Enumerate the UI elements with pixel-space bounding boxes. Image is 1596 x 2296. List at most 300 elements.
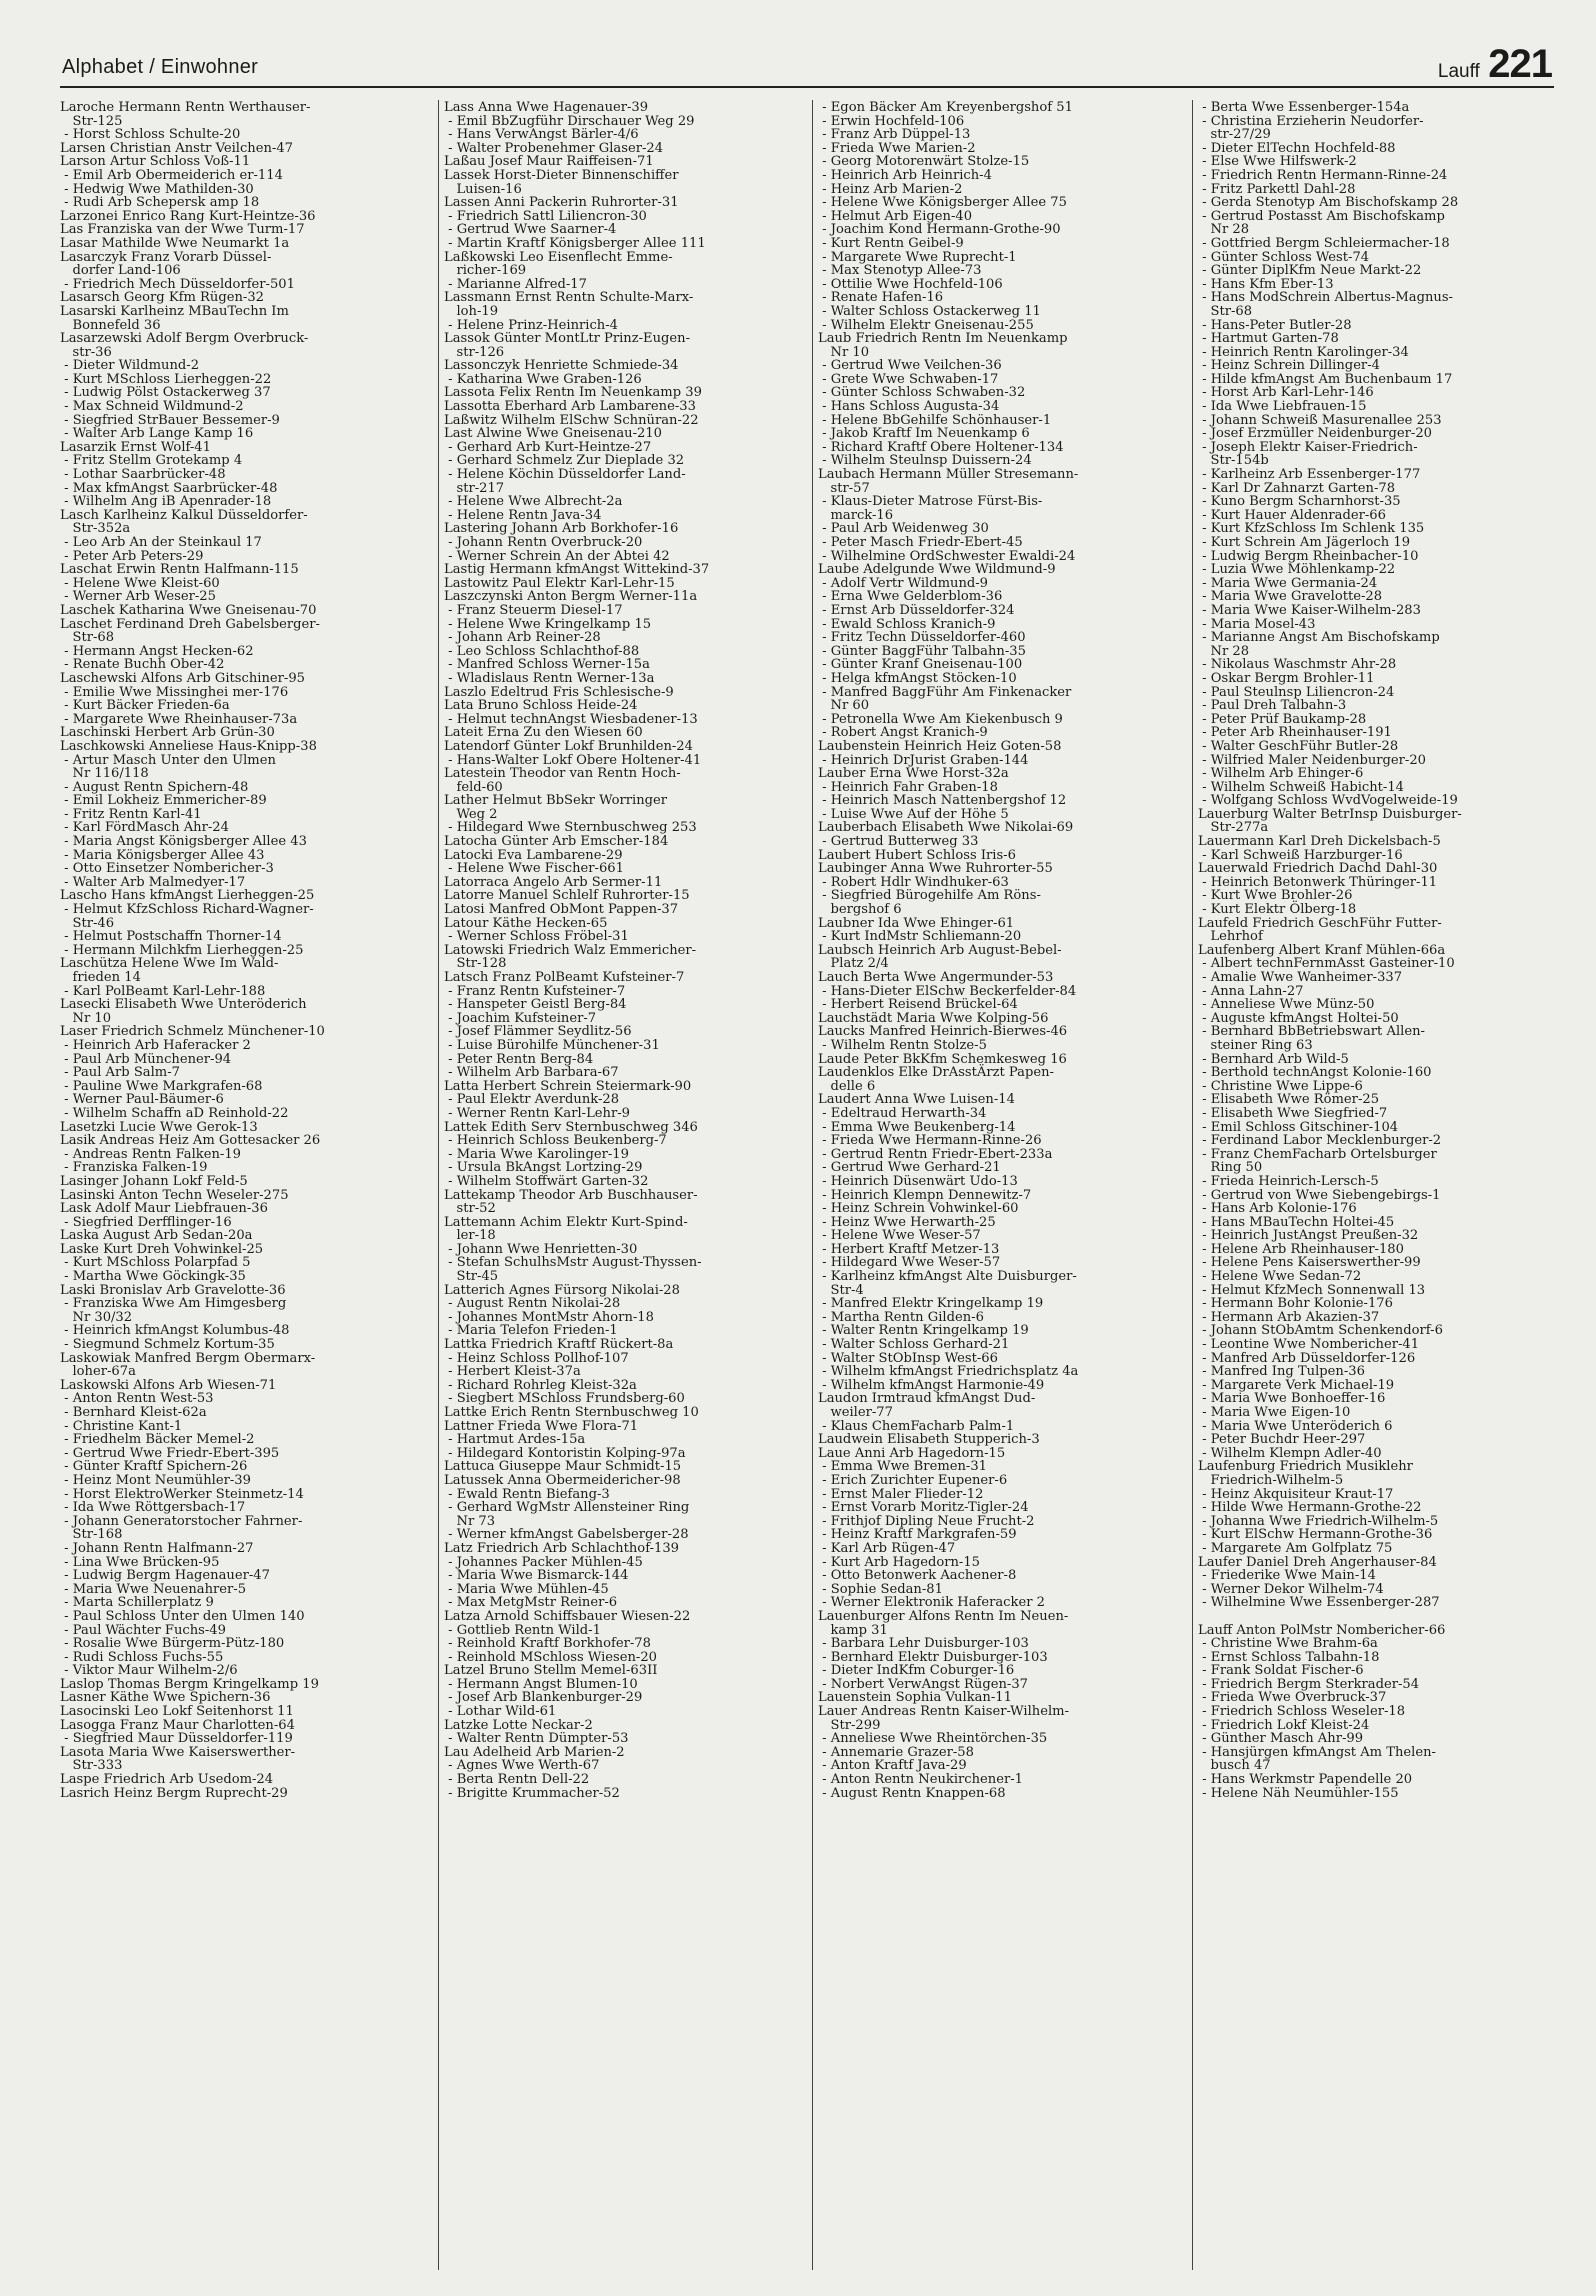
directory-entry: - Hermann Angst Hecken-62 [60, 643, 254, 659]
directory-entry: - Kurt Wwe Brohler-26 [1198, 888, 1353, 904]
directory-entry: - Frank Soldat Fischer-6 [1198, 1663, 1364, 1679]
directory-entry: - Paul Arb Weidenweg 30 [818, 521, 989, 537]
directory-entry: Lauerwald Friedrich Dachd Dahl-30 [1198, 861, 1438, 877]
directory-entry: - Helene Rentn Java-34 [444, 507, 602, 523]
directory-entry: Laubenstein Heinrich Heiz Goten-58 [818, 738, 1062, 754]
directory-entry: - Wilhelm Rentn Stolze-5 [818, 1037, 987, 1053]
directory-entry: Lauenburger Alfons Rentn Im Neuen- kamp 31 [818, 1608, 1069, 1638]
directory-entry: - Kurt KfzSchloss Im Schlenk 135 [1198, 521, 1425, 537]
directory-entry: - Kurt Hauer Aldenrader-66 [1198, 507, 1386, 523]
directory-entry: Lasarzewski Adolf Bergm Overbruck- str-36 [60, 331, 309, 360]
directory-entry: - Helene Wwe Kringelkamp 15 [444, 616, 652, 632]
directory-entry: - Helmut technAngst Wiesbadener-13 [444, 711, 698, 727]
directory-entry: Latzel Bruno Stellm Memel-63II [444, 1663, 658, 1679]
directory-entry: - Kurt ElSchw Hermann-Grothe-36 [1198, 1527, 1433, 1543]
directory-entry: - Heinz Schloss Pollhof-107 [444, 1350, 629, 1366]
directory-entry: Lasogga Franz Maur Charlotten-64 [60, 1717, 295, 1733]
directory-entry: - Hartmut Ardes-15a [444, 1432, 586, 1448]
directory-entry: - Hildegard Kontoristin Kolping-97a [444, 1445, 686, 1461]
directory-entry: - Wilhelmine Wwe Essenberger-287 [1198, 1595, 1440, 1611]
column-divider [1192, 100, 1193, 2270]
directory-entry: - Wilhelm Klempn Adler-40 [1198, 1445, 1382, 1461]
directory-entry: - Ferdinand Labor Mecklenburger-2 [1198, 1133, 1442, 1149]
directory-entry: - Ursula BkAngst Lortzing-29 [444, 1160, 643, 1176]
directory-entry: Lata Bruno Schloss Heide-24 [444, 698, 638, 714]
directory-entry: - Herbert Kraftf Metzer-13 [818, 1241, 1000, 1257]
directory-entry: Laschkowski Anneliese Haus-Knipp-38 [60, 738, 317, 754]
directory-entry: - Franz ChemFacharb Ortelsburger Ring 50 [1202, 1146, 1437, 1176]
directory-entry: Laschinski Herbert Arb Grün-30 [60, 725, 275, 741]
directory-entry: - Robert Angst Kranich-9 [818, 725, 988, 741]
directory-entry: - Johann Wwe Henrietten-30 [444, 1241, 638, 1257]
directory-entry: - Helga kfmAngst Stöcken-10 [818, 670, 1017, 686]
directory-entry: Lasarsch Georg Kfm Rügen-32 [60, 290, 264, 306]
directory-entry: Laubner Ida Wwe Ehinger-61 [818, 915, 1015, 931]
directory-entry: - Karl FördMasch Ahr-24 [60, 820, 229, 836]
directory-entry: - Wilhelm Steulnsp Duissern-24 [818, 453, 1032, 469]
directory-entry: - Heinz Arb Marien-2 [818, 181, 963, 197]
directory-entry: - Bernhard Kleist-62a [60, 1405, 207, 1420]
directory-entry: - Emilie Wwe Missinghei mer-176 [60, 684, 289, 700]
directory-entry: - Norbert VerwAngst Rügen-37 [818, 1676, 1028, 1692]
directory-entry: - Erwin Hochfeld-106 [818, 113, 965, 129]
directory-entry: - Werner Arb Weser-25 [60, 589, 216, 605]
directory-entry: - Werner Schloss Fröbel-31 [444, 929, 629, 945]
directory-entry: - Maria Wwe Kaiser-Wilhelm-283 [1198, 602, 1421, 618]
directory-entry: - Manfred BaggFühr Am Finkenacker Nr 60 [822, 684, 1072, 714]
directory-entry: Larzonei Enrico Rang Kurt-Heintze-36 [60, 208, 316, 224]
directory-entry: Laudwein Elisabeth Stupperich-3 [818, 1432, 1040, 1448]
directory-entry: - Berta Wwe Essenberger-154a [1198, 101, 1410, 115]
directory-entry: - Walter Schloss Ostackerweg 11 [818, 303, 1041, 319]
directory-entry: - Friedrich Rentn Hermann-Rinne-24 [1198, 167, 1448, 183]
directory-entry: - Adolf Vertr Wildmund-9 [818, 575, 989, 591]
directory-entry: - Lina Wwe Brücken-95 [60, 1554, 220, 1570]
directory-entry: - Helmut KfzSchloss Richard-Wagner- Str-46 [64, 902, 314, 931]
directory-entry: Lassok Günter MontLtr Prinz-Eugen- str-126 [444, 331, 691, 360]
directory-entry: Lasar Mathilde Wwe Neumarkt 1a [60, 235, 290, 251]
directory-entry: - Stefan SchulhsMstr August-Thyssen- Str-45 [448, 1255, 702, 1285]
directory-entry: - Elisabeth Wwe Siegfried-7 [1198, 1105, 1388, 1121]
directory-entry: - Peter Prüf Baukamp-28 [1198, 711, 1367, 727]
directory-entry: - Heinrich Düsenwärt Udo-13 [818, 1173, 1018, 1189]
directory-entry: - Margarete Wwe Ruprecht-1 [818, 249, 1017, 265]
directory-entry: - Heinrich Rentn Karolinger-34 [1198, 344, 1409, 360]
directory-entry: Lasik Andreas Heiz Am Gottesacker 26 [60, 1133, 321, 1149]
directory-entry: - Horst ElektroWerker Steinmetz-14 [60, 1486, 304, 1502]
directory-entry: - Heinrich kfmAngst Kolumbus-48 [60, 1323, 290, 1339]
directory-entry: - Werner Paul-Bäumer-6 [60, 1092, 224, 1108]
directory-entry: Laubinger Anna Wwe Ruhrorter-55 [818, 861, 1053, 877]
directory-entry: - Franz Steuerm Diesel-17 [444, 602, 623, 618]
directory-entry: - Walter StObInsp West-66 [818, 1350, 998, 1366]
directory-entry: - Maria Wwe Bonhoeffer-16 [1198, 1391, 1386, 1407]
directory-entry: - Ludwig Pölst Ostackerweg 37 [60, 385, 271, 401]
directory-entry: - Gertrud Butterweg 33 [818, 834, 979, 850]
directory-entry: - Luzia Wwe Möhlenkamp-22 [1198, 562, 1396, 578]
directory-entry: - Ottilie Wwe Hochfeld-106 [818, 276, 1003, 292]
directory-entry: - Heinz Schrein Dillinger-4 [1198, 358, 1380, 374]
directory-entry: - Siegfried StrBauer Bessemer-9 [60, 412, 280, 428]
directory-entry: Laschat Erwin Rentn Halfmann-115 [60, 562, 299, 578]
directory-entry: - Reinhold Kraftf Borkhofer-78 [444, 1636, 651, 1652]
directory-entry: - Karl Schweiß Harzburger-16 [1198, 847, 1403, 863]
directory-entry: - Leontine Wwe Nombericher-41 [1198, 1337, 1420, 1353]
directory-entry: - Dieter ElTechn Hochfeld-88 [1198, 140, 1396, 156]
directory-entry: Laser Friedrich Schmelz Münchener-10 [60, 1024, 325, 1040]
directory-entry: - Helene Köchin Düsseldorfer Land- str-217 [448, 467, 686, 496]
directory-entry: - Gertrud Wwe Friedr-Ebert-395 [60, 1445, 280, 1461]
directory-entry: - Gertrud Rentn Friedr-Ebert-233a [818, 1146, 1053, 1162]
directory-entry: Lasecki Elisabeth Wwe Unteröderich Nr 10 [60, 997, 307, 1026]
directory-entry: Latorre Manuel Schlelf Ruhrorter-15 [444, 888, 690, 904]
directory-entry: - Helene Wwe Fischer-661 [444, 861, 624, 877]
directory-entry: - Christine Kant-1 [60, 1418, 183, 1434]
directory-entry: Laubsch Heinrich Arb August-Bebel- Platz 2/4 [818, 942, 1062, 972]
directory-entry: - Peter Rentn Berg-84 [444, 1051, 594, 1067]
directory-entry: - Herbert Reisend Brückel-64 [818, 997, 1018, 1013]
directory-entry: Latterich Agnes Fürsorg Nikolai-28 [444, 1282, 680, 1298]
directory-entry: - Martha Rentn Gilden-6 [818, 1309, 984, 1325]
directory-entry: - Marta Schillerplatz 9 [60, 1595, 214, 1611]
directory-entry: - Horst Schloss Schulte-20 [60, 127, 241, 143]
directory-entry: Laubach Hermann Müller Stresemann- str-57 [818, 467, 1079, 496]
directory-entry: - Wilhelmine OrdSchwester Ewaldi-24 [818, 548, 1076, 564]
directory-entry: Lauberbach Elisabeth Wwe Nikolai-69 [818, 820, 1074, 836]
directory-entry: - Heinz Schrein Vohwinkel-60 [818, 1201, 1019, 1217]
directory-entry: - Gerda Stenotyp Am Bischofskamp 28 [1198, 195, 1459, 211]
directory-entry: Latta Herbert Schrein Steiermark-90 [444, 1078, 692, 1094]
directory-entry: Las Franziska van der Wwe Turm-17 [60, 222, 305, 238]
directory-entry: - Marianne Angst Am Bischofskamp Nr 28 [1202, 630, 1440, 659]
directory-entry: - Helmut Arb Eigen-40 [818, 208, 973, 224]
directory-entry: - Maria Angst Königsberger Allee 43 [60, 834, 307, 850]
directory-entry: - Heinz Wwe Herwarth-25 [818, 1214, 996, 1230]
directory-entry: - Peter Masch Friedr-Ebert-45 [818, 535, 1023, 550]
directory-entry: - Gertrud Wwe Gerhard-21 [818, 1160, 1001, 1176]
directory-entry: - Kurt Elektr Ölberg-18 [1198, 902, 1357, 918]
directory-entry: - Friederike Wwe Main-14 [1198, 1568, 1376, 1584]
directory-entry: - Walter Schloss Gerhard-21 [818, 1337, 1010, 1353]
directory-entry: - Pauline Wwe Markgrafen-68 [60, 1078, 263, 1094]
directory-entry: - Hartmut Garten-78 [1198, 331, 1339, 347]
directory-entry: - Hildegard Wwe Weser-57 [818, 1255, 1001, 1271]
directory-entry: Latosi Manfred ObMont Pappen-37 [444, 902, 679, 918]
directory-entry: Lask Adolf Maur Liebfrauen-36 [60, 1201, 268, 1217]
directory-entry: Laßwitz Wilhelm ElSchw Schnüran-22 [444, 412, 699, 428]
directory-entry: Laskowski Alfons Arb Wiesen-71 [60, 1377, 277, 1393]
directory-entry: Latza Arnold Schiffsbauer Wiesen-22 [444, 1608, 691, 1624]
directory-entry: - Ida Wwe Liebfrauen-15 [1198, 399, 1367, 415]
directory-entry: - Heinrich JustAngst Preußen-32 [1198, 1228, 1419, 1244]
directory-entry: - Paul Schloss Unter den Ulmen 140 [60, 1608, 305, 1624]
directory-entry: - Hans Arb Kolonie-176 [1198, 1201, 1357, 1217]
directory-entry: Lauch Berta Wwe Angermunder-53 [818, 970, 1054, 985]
directory-entry: - Barbara Lehr Duisburger-103 [818, 1636, 1029, 1652]
directory-entry: - Wolfgang Schloss WvdVogelweide-19 [1198, 793, 1458, 809]
directory-entry: - Heinrich Arb Heinrich-4 [818, 167, 992, 183]
directory-entry: Laufer Daniel Dreh Angerhauser-84 [1198, 1554, 1437, 1570]
directory-entry: - Brigitte Krummacher-52 [444, 1785, 620, 1801]
directory-entry: - Günter Schloss Schwaben-32 [818, 385, 1026, 401]
directory-entry: - Berta Rentn Dell-22 [444, 1772, 590, 1788]
directory-entry: Laub Friedrich Rentn Im Neuenkamp Nr 10 [818, 331, 1068, 360]
directory-entry: Lastowitz Paul Elektr Karl-Lehr-15 [444, 575, 675, 591]
directory-entry: Laube Adelgunde Wwe Wildmund-9 [818, 562, 1056, 578]
column-divider [812, 100, 813, 2270]
directory-entry: - Siegfried Derfflinger-16 [60, 1214, 232, 1230]
directory-entry: - Helmut KfzMech Sonnenwall 13 [1198, 1282, 1426, 1298]
directory-entry: - Walter GeschFühr Butler-28 [1198, 738, 1399, 754]
directory-entry: - Leo Schloss Schlachthof-88 [444, 643, 640, 659]
directory-entry: - Hermann Milchkfm Lierheggen-25 [60, 942, 304, 958]
directory-entry: - Gottfried Bergm Schleiermacher-18 [1198, 235, 1450, 251]
directory-entry: Lassen Anni Packerin Ruhrorter-31 [444, 195, 679, 211]
directory-entry: - Berthold technAngst Kolonie-160 [1198, 1065, 1432, 1081]
header-rule [60, 86, 1554, 88]
directory-entry: - Heinrich Schloss Beukenberg-7 [444, 1133, 667, 1149]
directory-entry: - Otto Betonwerk Aachener-8 [818, 1568, 1017, 1584]
directory-entry: Laudon Irmtraud kfmAngst Dud- weiler-77 [818, 1391, 1036, 1420]
directory-entry: - Hans-Peter Butler-28 [1198, 317, 1352, 333]
directory-entry: - Emma Wwe Bremen-31 [818, 1459, 987, 1475]
directory-entry: - Werner Rentn Karl-Lehr-9 [444, 1105, 630, 1121]
directory-entry: - Hans Kfm Eber-13 [1198, 276, 1334, 292]
directory-entry: - Heinrich Klempn Dennewitz-7 [818, 1187, 1032, 1203]
directory-entry: - Amalie Wwe Wanheimer-337 [1198, 970, 1403, 985]
city-name: Lauff [1437, 61, 1480, 82]
directory-entry: - Fritz Techn Düsseldorfer-460 [818, 630, 1026, 646]
directory-entry: - Albert technFernmAsst Gasteiner-10 [1198, 956, 1455, 972]
directory-entry: Lauenstein Sophia Vulkan-11 [818, 1690, 1012, 1706]
directory-entry: Laszczynski Anton Bergm Werner-11a [444, 589, 698, 605]
directory-entry: Lattner Frieda Wwe Flora-71 [444, 1418, 639, 1434]
directory-entry: - Johann Generatorstocher Fahrner- Str-168 [64, 1513, 303, 1543]
directory-entry: - Oskar Bergm Brohler-11 [1198, 670, 1375, 686]
directory-entry: - Rudi Schloss Fuchs-55 [60, 1649, 224, 1665]
directory-entry: - Johann Rentn Halfmann-27 [60, 1540, 254, 1556]
directory-entry: - Ludwig Bergm Hagenauer-47 [60, 1568, 270, 1584]
directory-entry: - Gertrud von Wwe Siebengebirgs-1 [1198, 1187, 1441, 1203]
directory-entry: - Erna Wwe Gelderblom-36 [818, 589, 1003, 605]
directory-entry: - Maria Wwe Bismarck-144 [444, 1568, 629, 1584]
directory-entry: Laudenklos Elke DrAsstÄrzt Papen- delle 6 [818, 1065, 1054, 1094]
directory-entry: - Anton Rentn Neukirchener-1 [818, 1772, 1024, 1788]
directory-entry: Lasetzki Lucie Wwe Gerok-13 [60, 1119, 258, 1135]
directory-entry: Lattek Edith Serv Sternbuschweg 346 [444, 1119, 698, 1135]
directory-entry: Lauer Andreas Rentn Kaiser-Wilhelm- Str-299 [818, 1704, 1069, 1733]
directory-entry: - Karlheinz Arb Essenberger-177 [1198, 467, 1421, 483]
directory-entry: - Maria Wwe Karolinger-19 [444, 1146, 629, 1162]
directory-entry: - Christine Wwe Brahm-6a [1198, 1636, 1378, 1652]
directory-entry: - Johann Rentn Overbruck-20 [444, 535, 643, 550]
directory-entry: - Rosalie Wwe Bürgerm-Pütz-180 [60, 1636, 285, 1652]
directory-entry: Lattemann Achim Elektr Kurt-Spind- ler-18 [444, 1214, 688, 1244]
directory-entry: - Helene Wwe Weser-57 [818, 1228, 981, 1244]
directory-entry: Lassonczyk Henriette Schmiede-34 [444, 358, 679, 374]
directory-entry: - Hilde Wwe Hermann-Grothe-22 [1198, 1500, 1422, 1516]
directory-entry: - Frieda Heinrich-Lersch-5 [1198, 1173, 1379, 1189]
directory-entry: - Hans-Walter Lokf Obere Holtener-41 [444, 752, 702, 768]
directory-entry: - Wilhelm kfmAngst Friedrichsplatz 4a [818, 1364, 1079, 1380]
directory-entry: - Frieda Wwe Marien-2 [818, 140, 976, 156]
directory-entry: - Richard Rohrleg Kleist-32a [444, 1377, 637, 1393]
directory-entry: - Siegbert MSchloss Frundsberg-60 [444, 1391, 685, 1407]
directory-entry: - Ludwig Bergm Rheinbacher-10 [1198, 548, 1419, 564]
directory-entry: Latorraca Angelo Arb Sermer-11 [444, 874, 663, 890]
directory-entry: - Kurt Rentn Geibel-9 [818, 235, 964, 251]
directory-entry: Lattka Friedrich Kraftf Rückert-8a [444, 1337, 674, 1353]
directory-entry: - Wilhelm Elektr Gneisenau-255 [818, 317, 1034, 333]
directory-entry: - Anton Kraftf Java-29 [818, 1758, 967, 1774]
directory-entry: Lateit Erna Zu den Wiesen 60 [444, 725, 643, 741]
directory-entry: Latowski Friedrich Walz Emmericher- Str-128 [444, 942, 697, 972]
directory-entry: Lastering Johann Arb Borkhofer-16 [444, 521, 679, 537]
directory-entry: - Joachim Kufsteiner-7 [444, 1010, 597, 1026]
directory-entry: - Margarete Am Golfplatz 75 [1198, 1540, 1393, 1556]
directory-entry: - Maria Telefon Frieden-1 [444, 1323, 618, 1339]
directory-entry: - Joachim Kond Hermann-Grothe-90 [818, 222, 1061, 238]
directory-column-4 [1198, 101, 1560, 2271]
directory-entry: - Emil Schloss Gitschiner-104 [1198, 1119, 1399, 1135]
directory-entry: - Hansjürgen kfmAngst Am Thelen- busch 47 [1202, 1744, 1436, 1774]
directory-entry: - Werner Dekor Wilhelm-74 [1198, 1581, 1384, 1597]
directory-entry: - Emma Wwe Beukenberg-14 [818, 1119, 1016, 1135]
directory-entry: - Friedhelm Bäcker Memel-2 [60, 1432, 255, 1448]
directory-entry: - Max Stenotyp Allee-73 [818, 263, 982, 279]
directory-entry: - Paul Arb Salm-7 [60, 1065, 180, 1081]
directory-entry: - Wilhelm Schaffn aD Reinhold-22 [60, 1105, 289, 1121]
directory-entry: - Renate Hafen-16 [818, 290, 944, 306]
directory-entry: - Wilhelm kfmAngst Harmonie-49 [818, 1377, 1045, 1393]
directory-entry: Laßau Josef Maur Raiffeisen-71 [444, 154, 654, 170]
directory-entry: - Helene Näh Neumühler-155 [1198, 1785, 1399, 1801]
page-marker [1438, 42, 1552, 87]
directory-entry: Laski Bronislav Arb Gravelotte-36 [60, 1282, 286, 1298]
directory-entry: - Gerhard WgMstr Allensteiner Ring Nr 73 [448, 1500, 690, 1529]
directory-entry: Lasrich Heinz Bergm Ruprecht-29 [60, 1785, 288, 1801]
directory-entry: - Heinrich Masch Nattenbergshof 12 [818, 793, 1067, 809]
directory-entry: - Emil Lokheiz Emmericher-89 [60, 793, 267, 809]
directory-entry: - Johannes Packer Mühlen-45 [444, 1554, 643, 1570]
directory-entry: - Ernst Arb Düsseldorfer-324 [818, 602, 1015, 618]
directory-entry: - Siegfried Bürogehilfe Am Röns- bergshof 6 [822, 888, 1041, 918]
directory-entry: - Gerhard Arb Kurt-Heintze-27 [444, 439, 652, 455]
directory-entry: - Georg Motorenwärt Stolze-15 [818, 154, 1030, 170]
directory-entry: - Heinrich Betonwerk Thüringer-11 [1198, 874, 1438, 890]
directory-entry: - Egon Bäcker Am Kreyenbergshof 51 [818, 101, 1073, 115]
directory-entry: - Richard Kraftf Obere Holtener-134 [818, 439, 1064, 455]
directory-entry: Laschek Katharina Wwe Gneisenau-70 [60, 602, 317, 618]
directory-entry: - Franz Arb Düppel-13 [818, 127, 971, 143]
directory-entry: - Günter Kranf Gneisenau-100 [818, 657, 1023, 673]
directory-entry: Lastig Hermann kfmAngst Wittekind-37 [444, 562, 710, 578]
directory-entry: Lassek Horst-Dieter Binnenschiffer Luisen-16 [444, 167, 679, 197]
directory-entry: - Kurt IndMstr Schliemann-20 [818, 929, 1022, 945]
directory-entry: - Siegmund Schmelz Kortum-35 [60, 1337, 275, 1353]
directory-entry: Laschewski Alfons Arb Gitschiner-95 [60, 670, 306, 686]
directory-entry: Larson Artur Schloss Voß-11 [60, 154, 251, 170]
directory-entry: Laue Anni Arb Hagedorn-15 [818, 1445, 1006, 1461]
directory-entry: - Josef Flämmer Seydlitz-56 [444, 1024, 632, 1040]
directory-entry: Latussek Anna Obermeidericher-98 [444, 1472, 681, 1488]
directory-entry: - Jakob Kraftf Im Neuenkamp 6 [818, 426, 1030, 442]
directory-entry: - Wilhelm Stoffwärt Garten-32 [444, 1173, 649, 1189]
directory-entry: Last Alwine Wwe Gneisenau-210 [444, 426, 662, 442]
directory-entry: Lasota Maria Wwe Kaiserswerther- Str-333 [60, 1744, 296, 1774]
directory-entry: Laufenberg Albert Kranf Mühlen-66a [1198, 942, 1446, 958]
directory-entry: - Max Schneid Wildmund-2 [60, 399, 244, 415]
directory-entry: Laskowiak Manfred Bergm Obermarx- loher-67a [60, 1350, 316, 1380]
directory-entry: Latzke Lotte Neckar-2 [444, 1717, 593, 1733]
directory-entry: - Andreas Rentn Falken-19 [60, 1146, 242, 1162]
directory-entry: - Horst Arb Karl-Lehr-146 [1198, 385, 1374, 401]
directory-entry: - Annemarie Grazer-58 [818, 1744, 974, 1760]
directory-entry: - Robert Hdlr Windhuker-63 [818, 874, 1009, 890]
directory-column-3 [818, 101, 1186, 2271]
directory-entry: - Heinrich DrJurist Graben-144 [818, 752, 1029, 768]
directory-entry: - Bernhard BbBetriebswart Allen- steiner Ring 63 [1202, 1024, 1425, 1053]
directory-entry: - Emil Arb Obermeiderich er-114 [60, 167, 283, 183]
directory-entry: - Helene Wwe Sedan-72 [1198, 1269, 1362, 1285]
directory-entry: - Gertrud Postasst Am Bischofskamp Nr 28 [1202, 208, 1445, 238]
directory-entry: - Josef Arb Blankenburger-29 [444, 1690, 643, 1706]
directory-entry: - Gerhard Schmelz Zur Dieplade 32 [444, 453, 685, 469]
directory-entry: - Walter Arb Malmedyer-17 [60, 874, 246, 890]
directory-entry: - Maria Wwe Mühlen-45 [444, 1581, 609, 1597]
directory-entry: - Heinz Mont Neumühler-39 [60, 1472, 251, 1488]
directory-entry: - Kurt Bäcker Frieden-6a [60, 698, 230, 714]
directory-entry: Laschet Ferdinand Dreh Gabelsberger- Str-68 [60, 616, 320, 646]
directory-entry: Latocha Günter Arb Emscher-184 [444, 834, 669, 850]
directory-entry: - Leo Arb An der Steinkaul 17 [60, 535, 262, 550]
directory-entry: - Viktor Maur Wilhelm-2/6 [60, 1663, 238, 1679]
directory-entry: Lassotta Eberhard Arb Lambarene-33 [444, 399, 696, 415]
directory-entry: Laslop Thomas Bergm Kringelkamp 19 [60, 1676, 319, 1692]
directory-entry: - Günther Masch Ahr-99 [1198, 1731, 1364, 1747]
directory-entry: - Maria Königsberger Allee 43 [60, 847, 265, 863]
directory-entry: - Hilde kfmAngst Am Buchenbaum 17 [1198, 371, 1453, 387]
directory-entry: - Karlheinz kfmAngst Alte Duisburger- Str-4 [822, 1269, 1077, 1298]
directory-entry: Lauermann Karl Dreh Dickelsbach-5 [1198, 834, 1441, 850]
directory-entry: - Anneliese Wwe Rheintörchen-35 [818, 1731, 1048, 1747]
directory-entry: Lau Adelheid Arb Marien-2 [444, 1744, 625, 1760]
page-number: 221 [1488, 42, 1552, 86]
directory-entry: - Max MetgMstr Reiner-6 [444, 1595, 618, 1611]
directory-entry: - Fritz Parkettl Dahl-28 [1198, 181, 1356, 197]
directory-entry: - August Rentn Nikolai-28 [444, 1296, 621, 1312]
directory-entry: - Frieda Wwe Hermann-Rinne-26 [818, 1133, 1042, 1149]
directory-entry: - Helene Wwe Königsberger Allee 75 [818, 195, 1067, 211]
directory-entry: - Johanna Wwe Friedrich-Wilhelm-5 [1198, 1513, 1439, 1529]
directory-entry: - Franziska Falken-19 [60, 1160, 208, 1176]
directory-entry: - Franziska Wwe Am Himgesberg Nr 30/32 [64, 1296, 287, 1325]
directory-entry: Laske Kurt Dreh Vohwinkel-25 [60, 1241, 264, 1257]
directory-entry: - Friedrich Sattl Liliencron-30 [444, 208, 647, 224]
directory-entry: - Kuno Bergm Scharnhorst-35 [1198, 494, 1401, 510]
directory-entry: - Joseph Elektr Kaiser-Friedrich- Str-154b [1202, 439, 1418, 469]
directory-entry: - Manfred Elektr Kringelkamp 19 [818, 1296, 1044, 1312]
directory-entry: Lasarczyk Franz Vorarb Düssel- dorfer Land-106 [60, 249, 272, 279]
directory-entry: - Gertrud Wwe Saarner-4 [444, 222, 617, 238]
directory-entry: - Helene Pens Kaiserswerther-99 [1198, 1255, 1421, 1271]
directory-entry: - Else Wwe Hilfswerk-2 [1198, 154, 1357, 170]
directory-entry: - Petronella Wwe Am Kiekenbusch 9 [818, 711, 1063, 727]
directory-entry: - Grete Wwe Schwaben-17 [818, 371, 999, 387]
directory-entry: Laudert Anna Wwe Luisen-14 [818, 1092, 1015, 1108]
directory-entry: Lasch Karlheinz Kalkul Düsseldorfer- Str-352a [60, 507, 308, 537]
directory-entry: - Friedrich Mech Düsseldorfer-501 [60, 276, 295, 292]
